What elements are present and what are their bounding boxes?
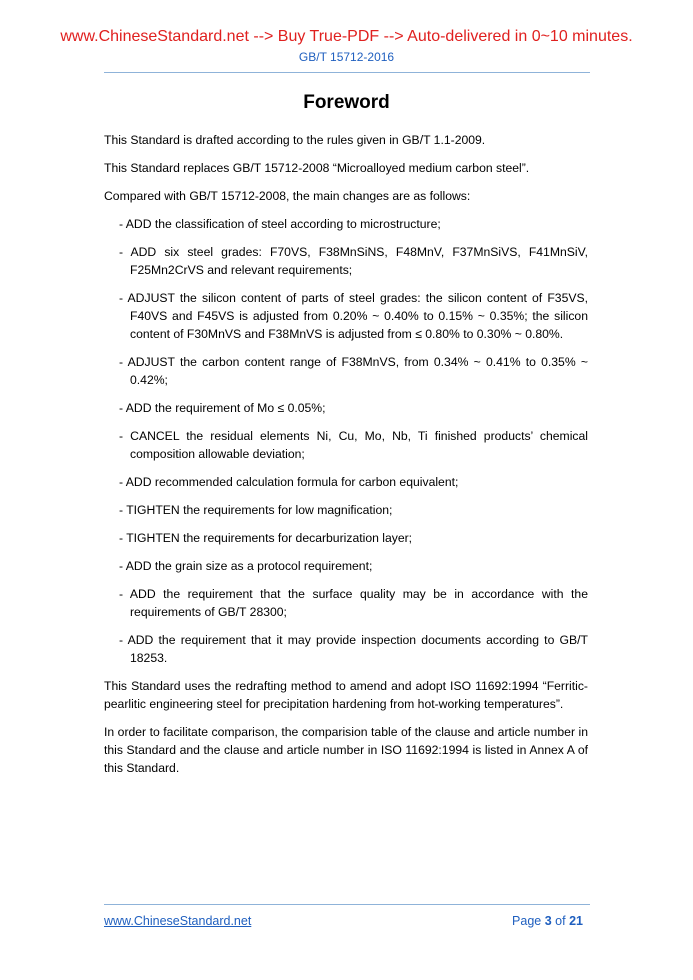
change-item: - ADD the classification of steel according to microstructure; bbox=[119, 217, 441, 231]
page-label: Page bbox=[512, 914, 542, 928]
footer-divider bbox=[104, 904, 590, 905]
closing-paragraph: This Standard uses the redrafting method to amend and adopt ISO 11692:1994 “Ferritic-pearlitic engineering steel for precipitation hardening from hot-working temperatures”. bbox=[104, 679, 588, 711]
change-item: - TIGHTEN the requirements for low magnification; bbox=[119, 503, 393, 517]
standard-number: GB/T 15712-2016 bbox=[298, 50, 395, 64]
closing-paragraph: In order to facilitate comparison, the comparision table of the clause and article number in this Standard and the clause and article number in ISO 11692:1994 is listed in Annex A of this Standard. bbox=[104, 725, 588, 775]
page-total: 21 bbox=[569, 914, 583, 928]
change-item: - ADD recommended calculation formula for carbon equivalent; bbox=[119, 475, 459, 489]
footer-site-link[interactable]: www.ChineseStandard.net bbox=[104, 914, 252, 928]
header-divider bbox=[104, 72, 590, 73]
change-item: - ADJUST the silicon content of parts of steel grades: the silicon content of F35VS, F40VS and F45VS is adjusted from 0.20% ~ 0.40% to 0.15% ~ 0.35%; the silicon content of F30MnVS and F38MnVS is adjusted from ≤ 0.80% to 0.30% ~ 0.80%. bbox=[119, 291, 588, 341]
header-banner[interactable]: www.ChineseStandard.net --> Buy True-PDF --> Auto-delivered in 0~10 minutes. bbox=[60, 28, 633, 45]
change-item: - ADD the requirement that it may provide inspection documents according to GB/T 18253. bbox=[119, 633, 588, 665]
page-title: Foreword bbox=[303, 92, 390, 113]
change-item: - ADJUST the carbon content range of F38MnVS, from 0.34% ~ 0.41% to 0.35% ~ 0.42%; bbox=[119, 355, 588, 387]
change-item: - ADD the requirement of Mo ≤ 0.05%; bbox=[119, 401, 326, 415]
page-current: 3 bbox=[544, 914, 552, 928]
page-of-label: of bbox=[555, 914, 566, 928]
change-item: - CANCEL the residual elements Ni, Cu, Mo, Nb, Ti finished products’ chemical composition allowable deviation; bbox=[119, 429, 588, 461]
intro-paragraph: This Standard replaces GB/T 15712-2008 “Microalloyed medium carbon steel”. bbox=[104, 161, 530, 175]
intro-paragraph: This Standard is drafted according to the rules given in GB/T 1.1-2009. bbox=[104, 133, 486, 147]
change-item: - TIGHTEN the requirements for decarburization layer; bbox=[119, 531, 413, 545]
intro-paragraph: Compared with GB/T 15712-2008, the main changes are as follows: bbox=[104, 189, 471, 203]
page-indicator bbox=[512, 914, 583, 928]
change-item: - ADD six steel grades: F70VS, F38MnSiNS, F48MnV, F37MnSiVS, F41MnSiV, F25Mn2CrVS and relevant requirements; bbox=[119, 245, 588, 277]
change-item: - ADD the grain size as a protocol requirement; bbox=[119, 559, 373, 573]
change-item: - ADD the requirement that the surface quality may be in accordance with the requirements of GB/T 28300; bbox=[119, 587, 588, 619]
document-body bbox=[104, 131, 588, 787]
